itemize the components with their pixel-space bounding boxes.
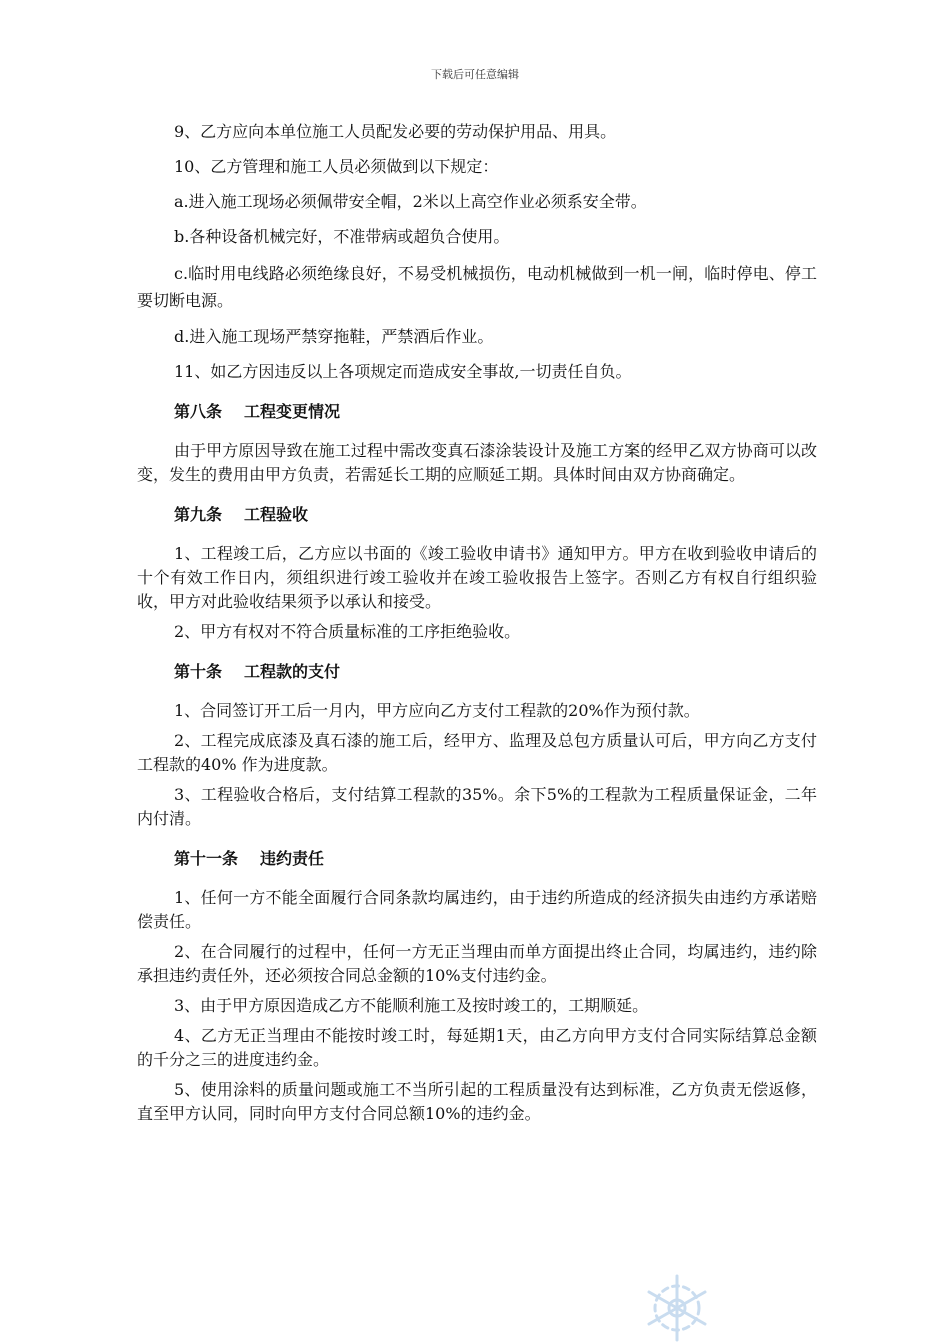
article-8-text: 由于甲方原因导致在施工过程中需改变真石漆涂装设计及施工方案的经甲乙双方协商可以改变，发生的费用由甲方负责，若需延长工期的应顺延工期。具体时间由双方协商确定。 bbox=[137, 441, 817, 484]
article-8-heading bbox=[137, 400, 817, 424]
article-number: 第九条 bbox=[174, 505, 223, 524]
article-number: 第八条 bbox=[174, 402, 223, 421]
rule-c: c.临时用电线路必须绝缘良好，不易受机械损伤，电动机械做到一机一闸，临时停电、停工要切断电源。 bbox=[137, 264, 817, 310]
article-9-item-2: 2、甲方有权对不符合质量标准的工序拒绝验收。 bbox=[174, 622, 521, 641]
clause-11: 11、如乙方因违反以上各项规定而造成安全事故,一切责任自负。 bbox=[174, 362, 632, 381]
article-11-item-2: 2、在合同履行的过程中，任何一方无正当理由而单方面提出终止合同，均属违约，违约除承担违约责任外，还必须按合同总金额的10%支付违约金。 bbox=[137, 942, 817, 985]
article-number: 第十条 bbox=[174, 662, 223, 681]
article-11-item-4: 4、乙方无正当理由不能按时竣工时，每延期1天，由乙方向甲方支付合同实际结算总金额的千分之三的进度违约金。 bbox=[137, 1026, 817, 1069]
article-11-item-5: 5、使用涂料的质量问题或施工不当所引起的工程质量没有达到标准，乙方负责无偿返修，直至甲方认同，同时向甲方支付合同总额10%的违约金。 bbox=[137, 1080, 817, 1123]
article-number: 第十一条 bbox=[174, 849, 239, 868]
rule-a: a.进入施工现场必须佩带安全帽，2米以上高空作业必须系安全带。 bbox=[174, 192, 647, 211]
article-title: 工程变更情况 bbox=[244, 402, 341, 421]
article-10-item-2: 2、工程完成底漆及真石漆的施工后，经甲方、监理及总包方质量认可后，甲方向乙方支付工程款的40% 作为进度款。 bbox=[137, 731, 817, 774]
clause-9: 9、乙方应向本单位施工人员配发必要的劳动保护用品、用具。 bbox=[174, 122, 617, 141]
article-11-item-3: 3、由于甲方原因造成乙方不能顺利施工及按时竣工的，工期顺延。 bbox=[174, 996, 649, 1015]
page-header: 下载后可任意编辑 bbox=[431, 68, 519, 81]
rule-d: d.进入施工现场严禁穿拖鞋，严禁酒后作业。 bbox=[174, 327, 494, 346]
snowflake-icon bbox=[641, 1272, 713, 1344]
article-title: 工程验收 bbox=[244, 505, 309, 524]
article-10-item-1: 1、合同签订开工后一月内，甲方应向乙方支付工程款的20%作为预付款。 bbox=[174, 701, 700, 720]
article-title: 违约责任 bbox=[260, 849, 325, 868]
clause-10: 10、乙方管理和施工人员必须做到以下规定： bbox=[174, 157, 499, 176]
article-9-heading bbox=[137, 503, 817, 527]
article-10-heading bbox=[137, 660, 817, 684]
article-title: 工程款的支付 bbox=[244, 662, 341, 681]
article-11-heading bbox=[137, 847, 817, 871]
document-body bbox=[137, 120, 817, 1132]
article-9-item-1: 1、工程竣工后，乙方应以书面的《竣工验收申请书》通知甲方。甲方在收到验收申请后的十个有效工作日内，须组织进行竣工验收并在竣工验收报告上签字。否则乙方有权自行组织验收，甲方对此验收结果须予以承认和接受。 bbox=[137, 544, 817, 611]
article-11-item-1: 1、任何一方不能全面履行合同条款均属违约，由于违约所造成的经济损失由违约方承诺赔偿责任。 bbox=[137, 888, 817, 931]
article-10-item-3: 3、工程验收合格后，支付结算工程款的35%。余下5%的工程款为工程质量保证金，二年内付清。 bbox=[137, 785, 817, 828]
rule-b: b.各种设备机械完好，不准带病或超负合使用。 bbox=[174, 227, 510, 246]
